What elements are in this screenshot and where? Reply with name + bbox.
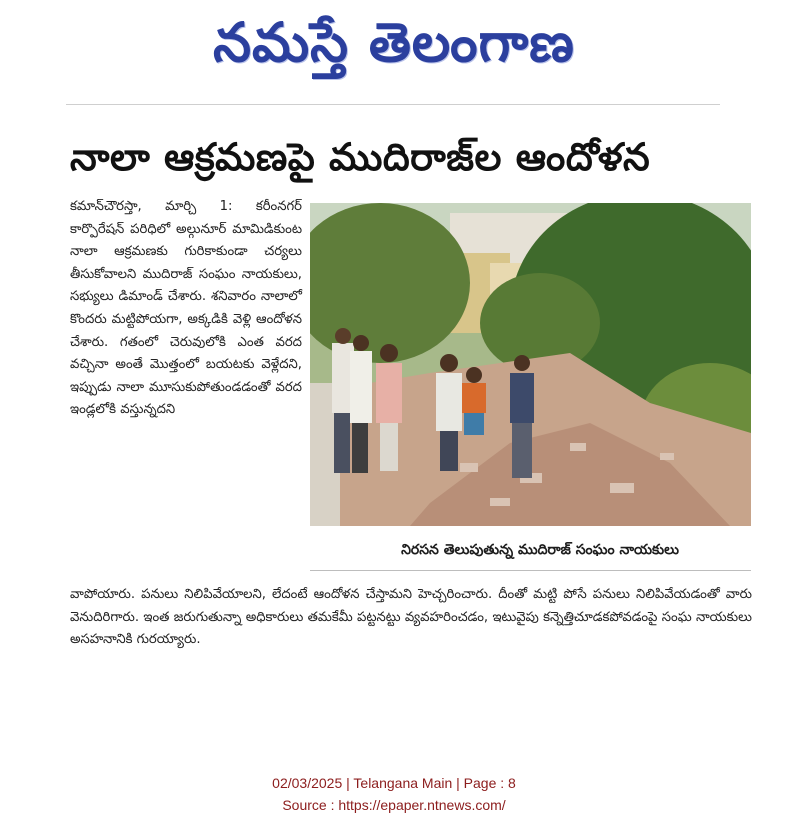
- article-paragraph-2: వాపోయారు. పనులు నిలిపివేయాలని, లేదంటే ఆందోళన చేస్తామని హెచ్చరించారు. దీంతో మట్టి పోసే పనులు నిలిపివేయడంతో వారు వెనుదిరిగారు. ఇంత జరుగుతున్నా అధికారులు తమకేమీ పట్టనట్టు వ్యవహరించడం, ఇటువైపు కన్నెత్తిచూడకపోవడంపై సంఘ నాయకులు అసహనానికి గురయ్యారు.: [70, 587, 752, 648]
- masthead-divider: [66, 104, 720, 105]
- news-photo-image: [310, 203, 751, 526]
- caption-divider: [310, 570, 751, 571]
- footer-date-edition: 02/03/2025 | Telangana Main | Page : 8: [272, 775, 516, 791]
- headline: నాలా ఆక్రమణపై ముదిరాజ్‌ల ఆందోళన: [70, 135, 651, 179]
- article-column-text: [70, 196, 302, 422]
- photo-caption: నిరసన తెలుపుతున్న ముదిరాజ్ సంఘం నాయకులు: [401, 542, 679, 558]
- article-paragraph-1: కమాన్‌చౌరస్తా, మార్చి 1: కరీంనగర్ కార్పొరేషన్ పరిధిలో అల్గునూర్ మామిడికుంట నాలా ఆక్రమణకు గురికాకుండా చర్యలు తీసుకోవాలని ముదిరాజ్ సంఘం నాయకులు, సభ్యులు డిమాండ్ చేశారు. శనివారం నాలాలో కొందరు మట్టిపోయగా, అక్కడికి వెళ్లి ఆందోళన చేశారు. గతంలో చెరువులోకి ఎంత వరద వచ్చినా అంతే మొత్తంలో బయటకు వెళ్లేదని, ఇప్పుడు నాలా మూసుకుపోతుండడంతో వరద ఇండ్లలోకి వస్తున్నదని: [70, 199, 302, 418]
- article-wide-text: [70, 584, 752, 652]
- masthead: [0, 0, 788, 90]
- masthead-logo: నమస్తే తెలంగాణ: [213, 11, 575, 74]
- news-photo: [310, 203, 751, 526]
- footer-source: Source : https://epaper.ntnews.com/: [282, 797, 506, 813]
